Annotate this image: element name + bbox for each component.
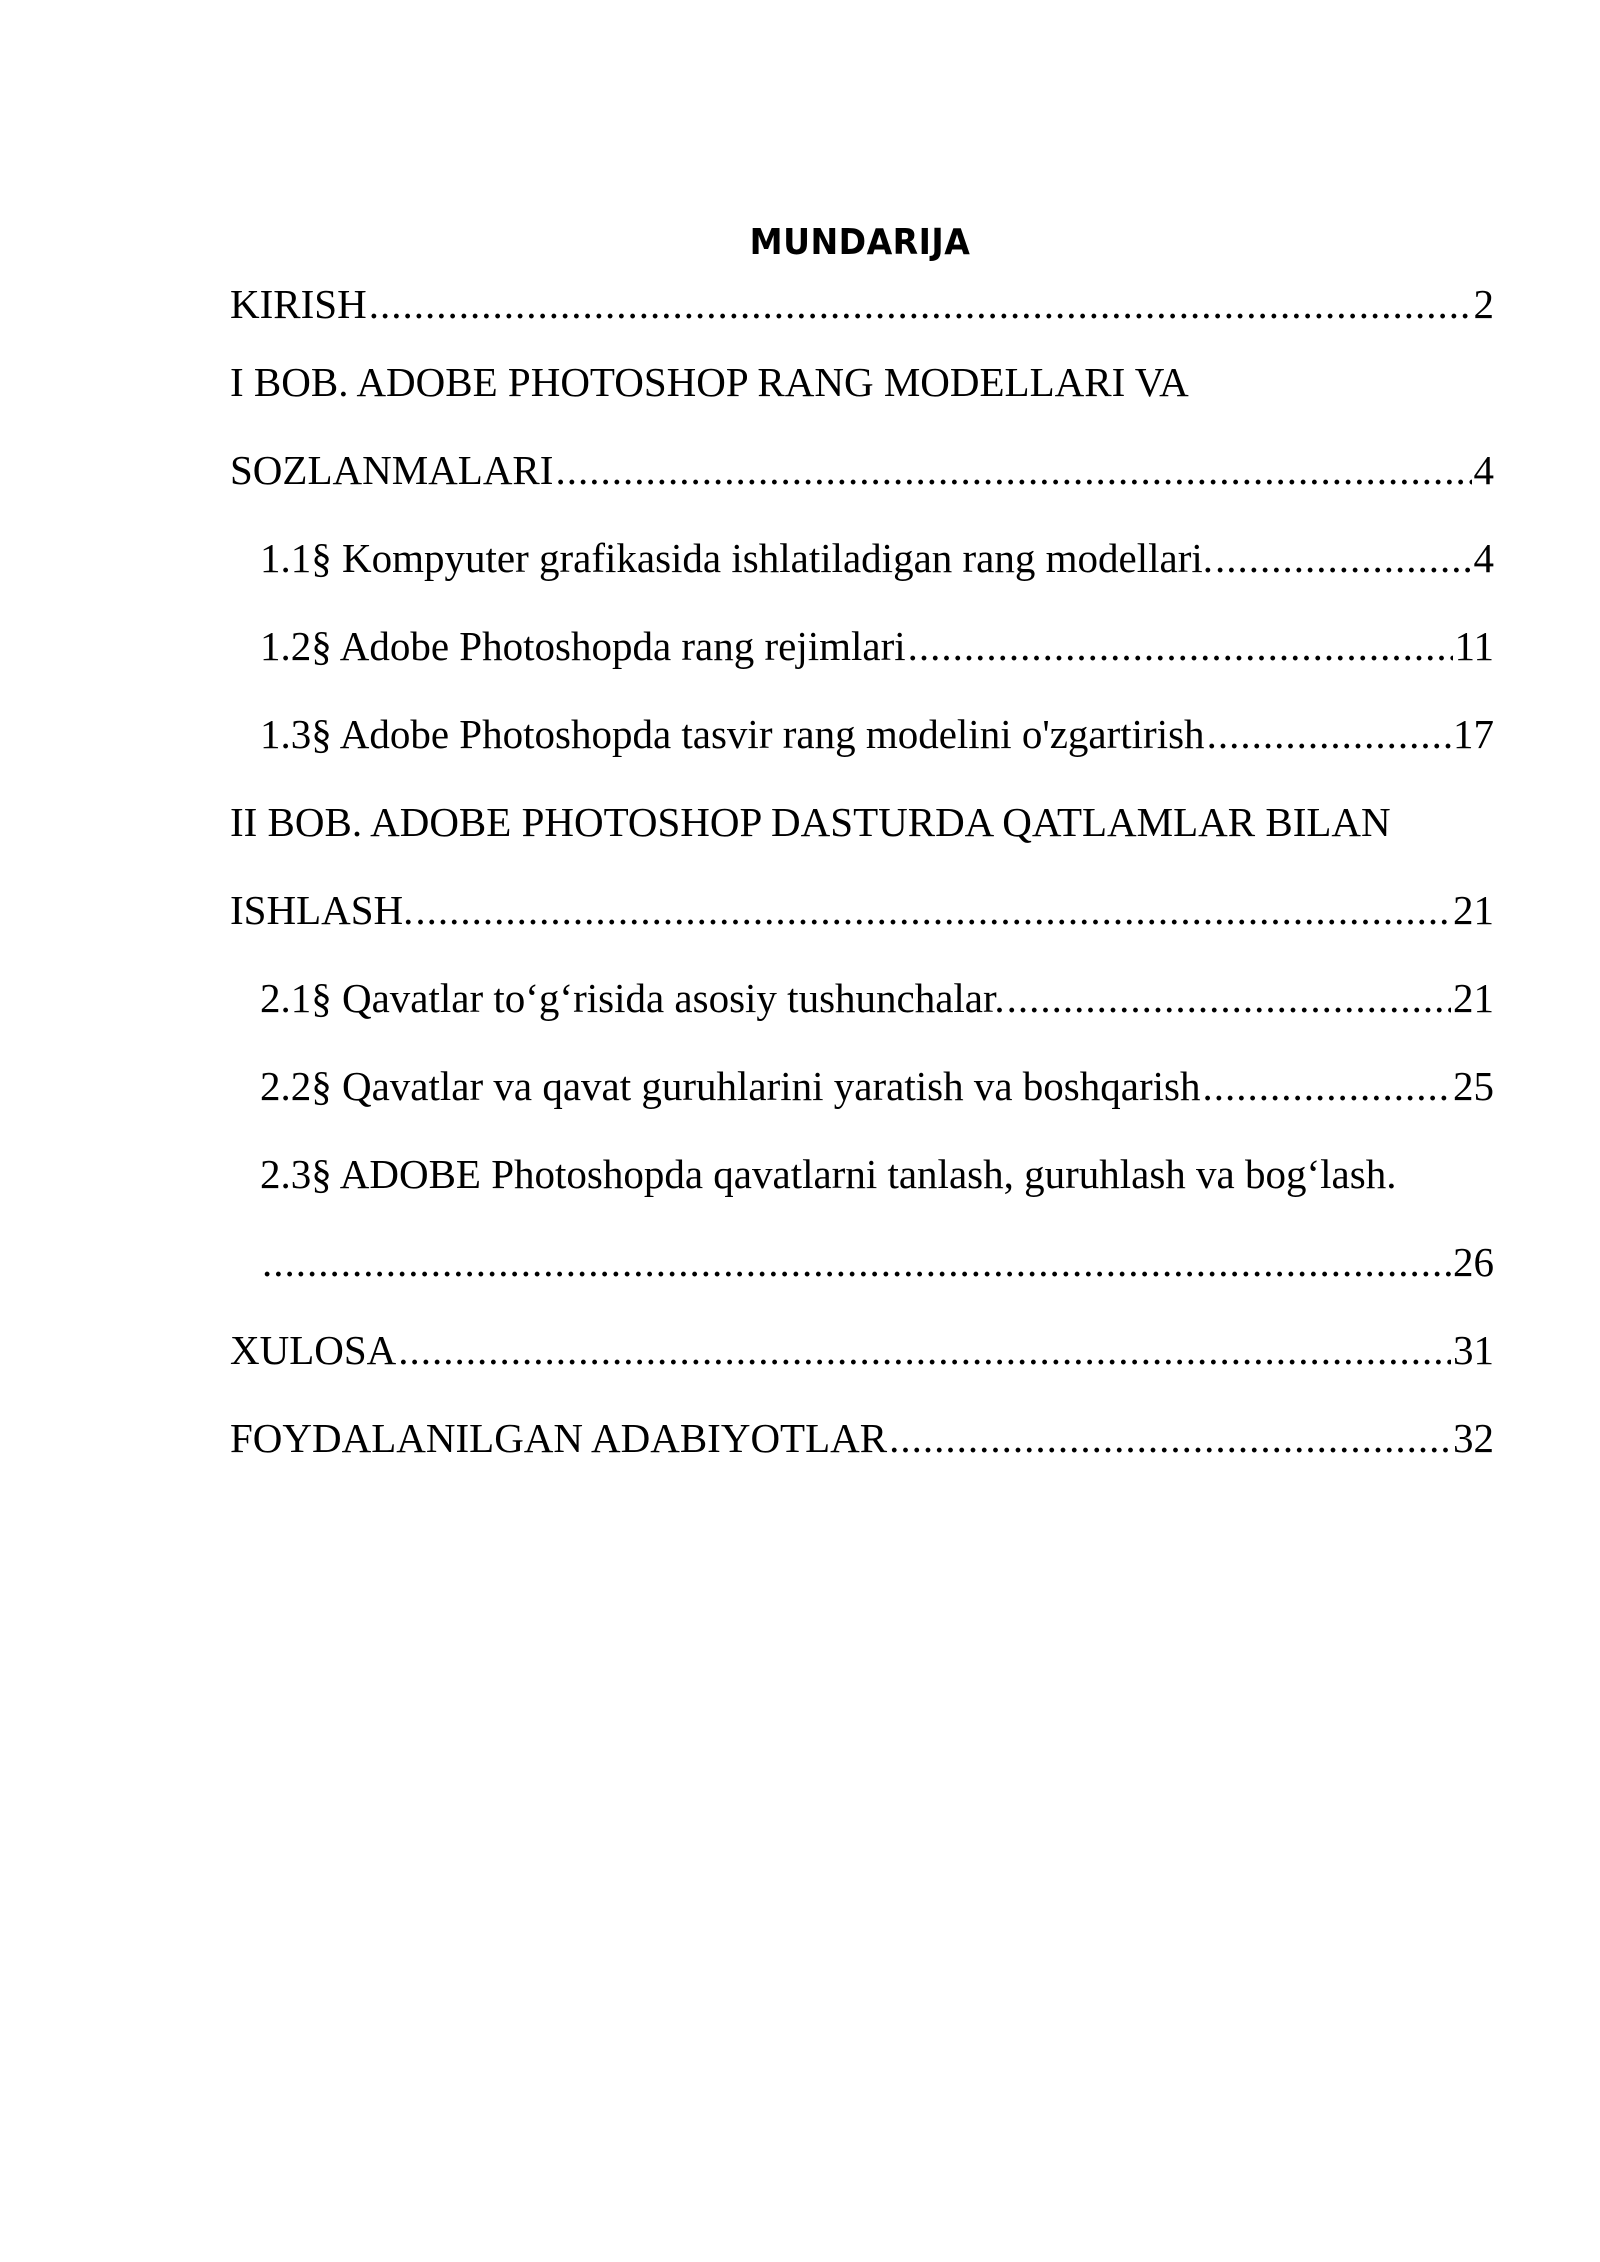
toc-entry-label-line1: 2.3§ ADOBE Photoshopda qavatlarni tanlash, guruhlash va bog‘lash. [260, 1151, 1397, 1197]
toc-page-number: 31 [1453, 1327, 1494, 1373]
toc-entry-section-2-1[interactable] [230, 954, 1494, 1042]
toc-page-number: 4 [1473, 447, 1494, 493]
toc-page-number: 2 [1473, 281, 1494, 327]
toc-page-number: 21 [1453, 887, 1494, 933]
toc-page-number: 4 [1473, 535, 1494, 581]
dot-leader [555, 426, 1471, 514]
toc-entry-section-1-1[interactable] [230, 514, 1494, 602]
toc-page-number: 25 [1453, 1063, 1494, 1109]
toc-page-number: 32 [1453, 1415, 1494, 1461]
dot-leader [369, 270, 1472, 338]
toc-page-number: 21 [1453, 975, 1494, 1021]
toc-page-number: 11 [1454, 623, 1494, 669]
toc-entry-label: SOZLANMALARI [230, 447, 554, 493]
toc-page-number: 26 [1453, 1239, 1494, 1285]
dot-leader [398, 1306, 1451, 1394]
dot-leader [415, 866, 1451, 954]
table-of-contents [230, 270, 1494, 1482]
toc-entry-section-2-2[interactable] [230, 1042, 1494, 1130]
dot-leader [908, 602, 1453, 690]
toc-entry-chapter-1[interactable] [230, 338, 1494, 514]
toc-entry-section-2-3[interactable] [230, 1130, 1494, 1306]
toc-entry-label: KIRISH [230, 281, 367, 327]
toc-entry-label: 1.2§ Adobe Photoshopda rang rejimlari [260, 623, 906, 669]
toc-entry-label: FOYDALANILGAN ADABIYOTLAR [230, 1415, 888, 1461]
dot-leader [889, 1394, 1451, 1482]
toc-entry-label-line1: II BOB. ADOBE PHOTOSHOP DASTURDA QATLAMLAR BILAN [230, 799, 1391, 845]
toc-entry-label: 2.2§ Qavatlar va qavat guruhlarini yaratish va boshqarish [260, 1063, 1201, 1109]
toc-entry-kirish[interactable] [230, 270, 1494, 338]
toc-entry-references[interactable] [230, 1394, 1494, 1482]
toc-entry-label: 1.3§ Adobe Photoshopda tasvir rang modelini o'zgartirish [260, 711, 1205, 757]
toc-entry-label: 2.1§ Qavatlar to‘g‘risida asosiy tushunchalar. [260, 975, 1005, 1021]
dot-leader [1215, 514, 1472, 602]
dot-leader [262, 1218, 1451, 1306]
toc-entry-section-1-3[interactable] [230, 690, 1494, 778]
toc-entry-label: 1.1§ Kompyuter grafikasida ishlatiladigan rang modellari. [260, 535, 1213, 581]
toc-page-number: 17 [1453, 711, 1494, 757]
toc-entry-label-line1: I BOB. ADOBE PHOTOSHOP RANG MODELLARI VA [230, 359, 1189, 405]
toc-entry-chapter-2[interactable] [230, 778, 1494, 954]
toc-entry-label: ISHLASH. [230, 887, 414, 933]
toc-entry-xulosa[interactable] [230, 1306, 1494, 1394]
dot-leader [1202, 1042, 1451, 1130]
dot-leader [1007, 954, 1451, 1042]
toc-entry-label: XULOSA [230, 1327, 397, 1373]
toc-entry-section-1-2[interactable] [230, 602, 1494, 690]
dot-leader [1207, 690, 1451, 778]
toc-title: MUNDARIJA [749, 222, 971, 263]
